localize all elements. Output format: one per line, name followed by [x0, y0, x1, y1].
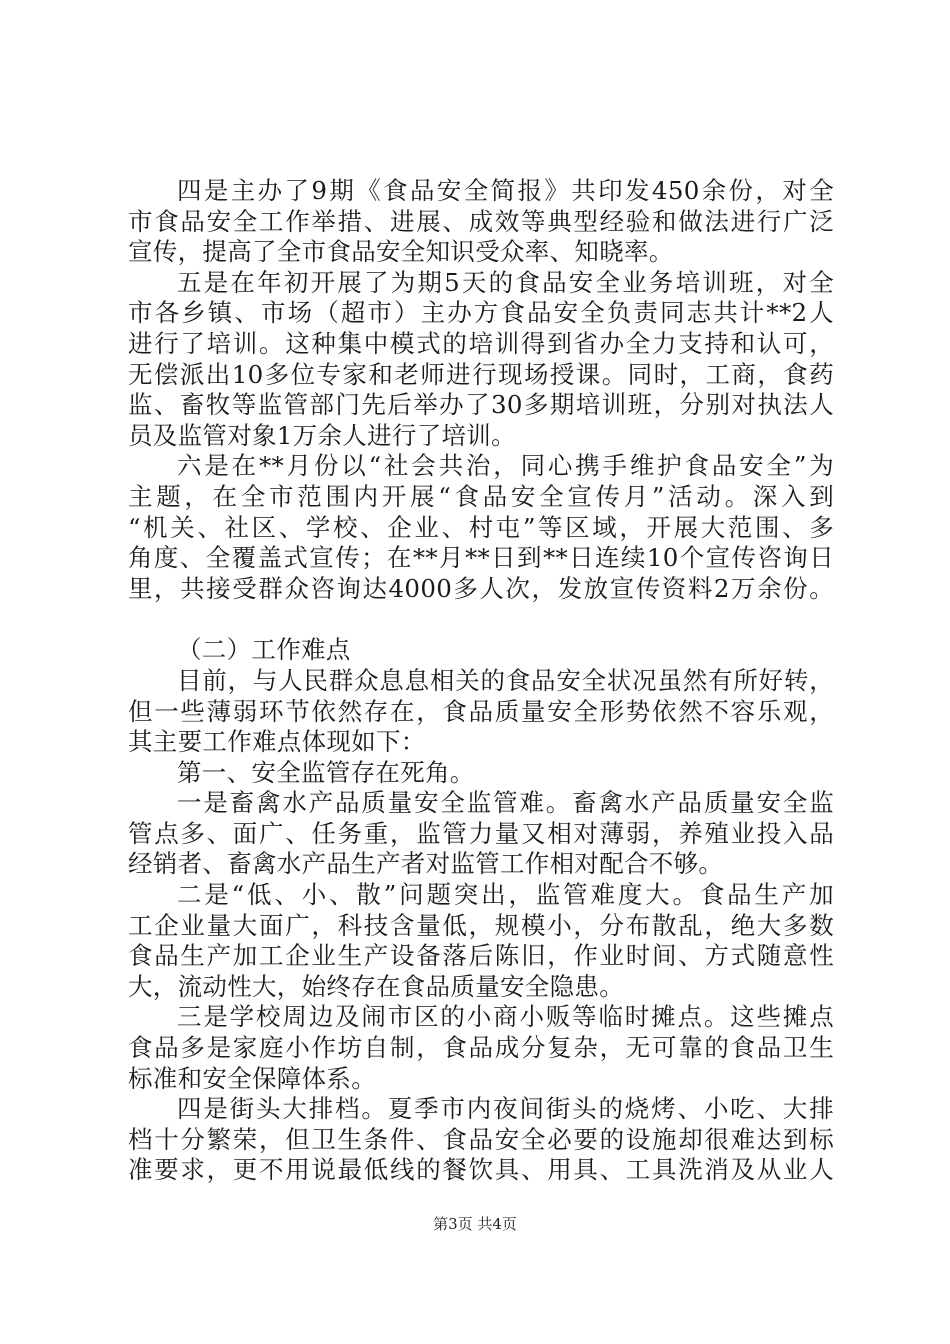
text-line: 宣传，提高了全市食品安全知识受众率、知晓率。	[128, 237, 674, 267]
paragraph-first-point	[128, 758, 834, 789]
text-line: 进行了培训。这种集中模式的培训得到省办全力支持和认可，	[128, 328, 834, 358]
text-line: 食品多是家庭小作坊自制，食品成分复杂，无可靠的食品卫生	[128, 1033, 834, 1063]
text-line: 标准和安全保障体系。	[128, 1063, 376, 1093]
text-line: 市食品安全工作举措、进展、成效等典型经验和做法进行广泛	[128, 206, 834, 236]
text-line: 准要求，更不用说最低线的餐饮具、用具、工具洗消及从业人	[128, 1155, 834, 1185]
text-line: “机关、社区、学校、企业、村屯”等区域，开展大范围、多	[128, 512, 834, 542]
text-line: 食品生产加工企业生产设备落后陈旧，作业时间、方式随意性	[128, 941, 834, 971]
section-heading	[128, 635, 834, 666]
blank-line	[128, 604, 834, 635]
paragraph-item-4	[128, 176, 834, 268]
text-line: 四是主办了9期《食品安全简报》共印发450余份，对全	[177, 176, 834, 205]
paragraph-difficulty-1	[128, 788, 834, 880]
document-body	[128, 176, 834, 1186]
text-line: 三是学校周边及闹市区的小商小贩等临时摊点。这些摊点	[177, 1002, 834, 1032]
text-line: 员及监管对象1万余人进行了培训。	[128, 420, 516, 450]
paragraph-item-6	[128, 451, 834, 604]
text-line: 五是在年初开展了为期5天的食品安全业务培训班，对全	[177, 267, 834, 297]
text-line: 监、畜牧等监管部门先后举办了30多期培训班，分别对执法人	[128, 390, 834, 420]
text-line: 无偿派出10多位专家和老师进行现场授课。同时，工商，食药	[128, 359, 834, 389]
text-line: 管点多、面广、任务重，监管力量又相对薄弱，养殖业投入品	[128, 818, 834, 848]
text-line: 四是街头大排档。夏季市内夜间街头的烧烤、小吃、大排	[177, 1094, 834, 1124]
text-line: 档十分繁荣，但卫生条件、食品安全必要的设施却很难达到标	[128, 1124, 834, 1154]
text-line: 工企业量大面广，科技含量低，规模小，分布散乱，绝大多数	[128, 910, 834, 940]
paragraph-difficulty-3	[128, 1002, 834, 1094]
text-line: 其主要工作难点体现如下：	[128, 727, 426, 757]
text-line: 主题，在全市范围内开展“食品安全宣传月”活动。深入到	[128, 481, 834, 511]
paragraph-item-5	[128, 268, 834, 452]
text-line: 但一些薄弱环节依然存在，食品质量安全形势依然不容乐观，	[128, 696, 834, 726]
text-line: 市各乡镇、市场（超市）主办方食品安全负责同志共计**2人	[128, 298, 834, 328]
text-line: 二是“低、小、散”问题突出，监管难度大。食品生产加	[177, 880, 834, 910]
text-line: 第一、安全监管存在死角。	[177, 757, 475, 787]
text-line: 一是畜禽水产品质量安全监管难。畜禽水产品质量安全监	[177, 788, 834, 818]
paragraph-difficulty-4	[128, 1094, 834, 1186]
paragraph-intro	[128, 666, 834, 758]
heading-line: （二）工作难点	[177, 635, 351, 665]
text-line: 目前，与人民群众息息相关的食品安全状况虽然有所好转，	[177, 665, 834, 695]
text-line: 经销者、畜禽水产品生产者对监管工作相对配合不够。	[128, 849, 724, 879]
text-line: 大，流动性大，始终存在食品质量安全隐患。	[128, 971, 624, 1001]
text-line: 六是在**月份以“社会共治，同心携手维护食品安全”为	[177, 451, 834, 481]
paragraph-difficulty-2	[128, 880, 834, 1002]
page-number: 第3页 共4页	[433, 1215, 517, 1233]
text-line: 里，共接受群众咨询达4000多人次，发放宣传资料2万余份。	[128, 573, 834, 603]
text-line: 角度、全覆盖式宣传；在**月**日到**日连续10个宣传咨询日	[128, 543, 834, 573]
